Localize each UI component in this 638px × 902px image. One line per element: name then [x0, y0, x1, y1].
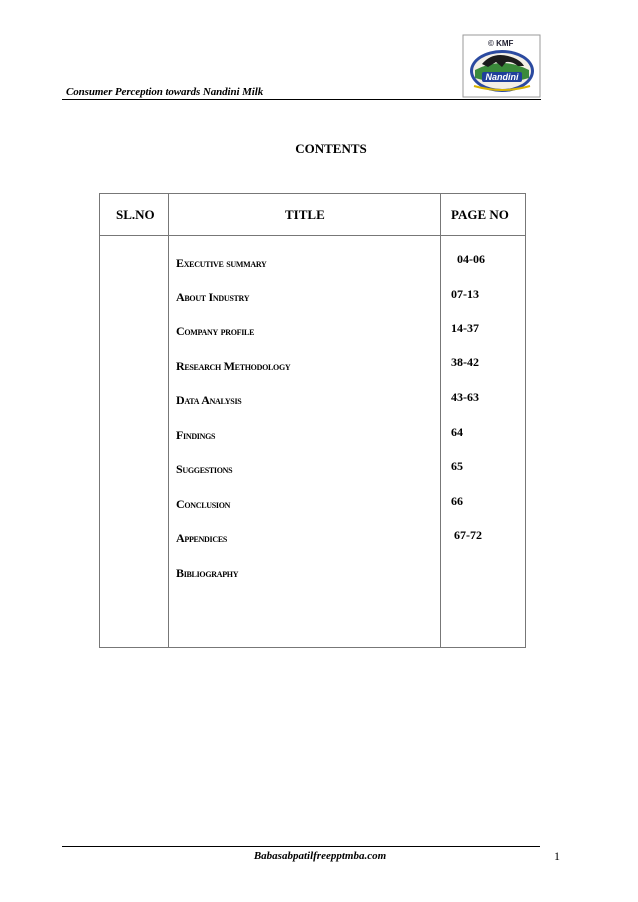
header-title: TITLE [285, 207, 325, 222]
page-number: 1 [554, 849, 560, 863]
footer-rule [62, 846, 540, 847]
logo-brand-text: Nandini [485, 72, 519, 82]
contents-item: About Industry [176, 290, 250, 304]
page-range: 64 [451, 425, 463, 439]
contents-item: Company profile [176, 324, 255, 338]
header-slno: SL.NO [116, 207, 155, 222]
page-range: 14-37 [451, 321, 479, 335]
contents-item: Appendices [176, 531, 228, 545]
page-range: 66 [451, 494, 463, 508]
contents-item: Findings [176, 428, 216, 442]
header-row-divider [100, 235, 525, 236]
column-divider [440, 194, 441, 647]
header-rule [62, 99, 541, 100]
contents-item: Research Methodology [176, 359, 291, 373]
contents-heading: CONTENTS [295, 141, 367, 156]
running-header: Consumer Perception towards Nandini Milk [66, 86, 264, 98]
footer-website: Babasabpatilfreepptmba.com [253, 850, 387, 862]
page-range: 07-13 [451, 287, 479, 301]
contents-table [99, 193, 526, 648]
header-page-no: PAGE NO [451, 207, 509, 222]
nandini-logo-icon [462, 34, 541, 98]
column-divider [168, 194, 169, 647]
contents-item: Data Analysis [176, 393, 242, 407]
page-range: 04-06 [457, 252, 485, 266]
nandini-logo [462, 34, 541, 98]
contents-item: Bibliography [176, 566, 239, 580]
contents-item: Executive summary [176, 256, 267, 270]
logo-top-text: © KMF [488, 39, 514, 48]
contents-item: Conclusion [176, 497, 231, 511]
page-range: 43-63 [451, 390, 479, 404]
page-range: 67-72 [454, 528, 482, 542]
contents-item: Suggestions [176, 462, 233, 476]
page-range: 65 [451, 459, 463, 473]
page-range: 38-42 [451, 355, 479, 369]
